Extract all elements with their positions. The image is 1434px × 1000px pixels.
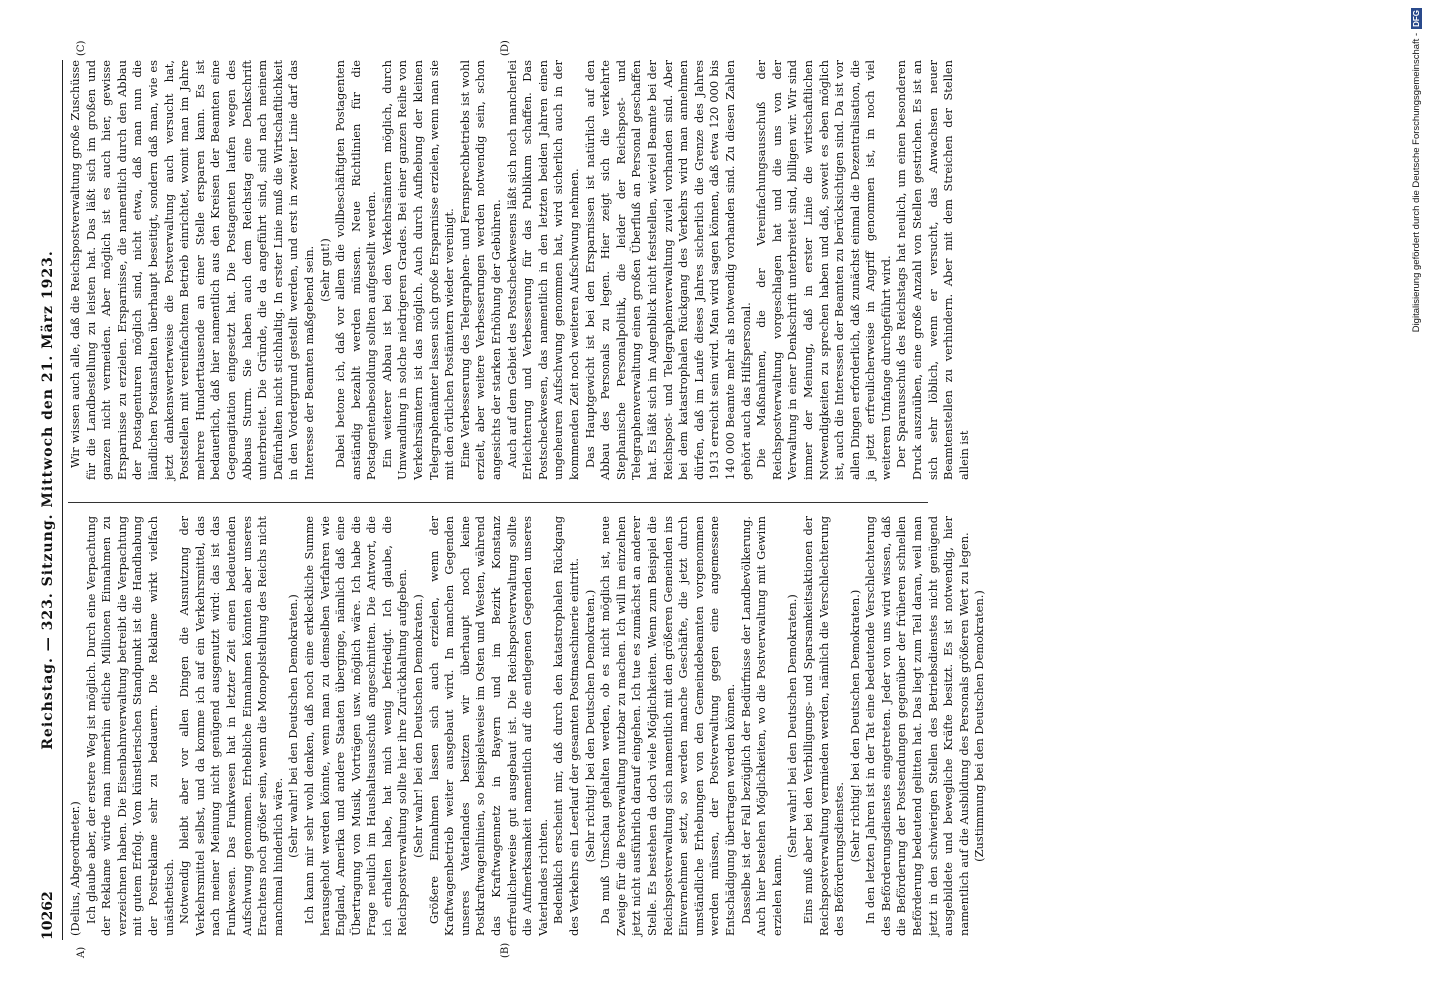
header-rule (62, 60, 63, 940)
column-divider (68, 502, 928, 503)
paragraph: (Zustimmung bei den Deutschen Demokraten.) (972, 590, 987, 862)
paragraph: Ich glaube aber, der erstere Weg ist möglich. Durch eine Verpachtung der Reklame würde man immerhin etliche Millionen Einnahmen zu verzeichnen haben. Die Eisenbahnverwaltung betreibt die Verpachtung mit gutem Erfolg. Vom künstlerischen Standpunkt ist die Handhabung der Postreklame sehr zu bedauern. Die Reklame wirkt vielfach unästhetisch. (83, 516, 176, 936)
paragraph: Eins muß aber bei den Verbilligungs- und Sparsamkeitsaktionen der Reichspostverwaltung vermieden werden, nämlich die Verschlechterung des Beförderungsdienstes. (800, 515, 847, 936)
paragraph: In den letzten Jahren ist in der Tat eine bedeutende Verschlechterung des Beförderungsdienstes eingetreten. Jeder von uns wird wissen, daß die Beförderung der Postsendungen gegenüber der früheren schnellen Beförderung bedeutend gelitten hat. Das liegt zum Teil daran, weil man jetzt in den schwierigen Stellen des Betriebsdienstes nicht genügend ausgebildete und bewegliche Kräfte besitzt. Es ist notwendig, hier namentlich auf die Ausbildung des Personals größeren Wert zu legen. (863, 516, 971, 936)
paragraph: Größere Einnahmen lassen sich auch erzielen, wenn der Kraftwagenbetrieb weiter ausgebaut wird. In manchen Gegenden unseres Vaterlandes besitzen wir überhaupt noch keine Postkraftwagenlinien, so beispielsweise im Osten und Westen, während das Kraftwagennetz in Bayern und im Bezirk Konstanz erfreulicherweise gut ausgebaut ist. Die Reichspostverwaltung sollte die Aufmerksamkeit namentlich auf die entlegenen Gegenden unseres Vaterlandes richten. (426, 516, 550, 936)
paragraph: Der Sparausschuß des Reichstags hat neulich, um einen besonderen Druck auszuüben, eine große Anzahl von Stellen gestrichen. Es ist an sich sehr löblich, wenn er versucht, das Anwachsen neuer Beamtenstellen zu verhindern. Aber mit dem Streichen der Stellen allein ist (894, 60, 971, 480)
paragraph: Dasselbe ist der Fall bezüglich der Bedürfnisse der Landbevölkerung. Auch hier bestehen Möglichkeiten, wo die Postverwaltung mit Gewinn erzielen kann. (738, 516, 784, 936)
paragraph: (Sehr richtig! bei den Deutschen Demokraten.) (847, 589, 862, 863)
dfg-logo: DFG (1412, 10, 1421, 27)
paragraph: Das Hauptgewicht ist bei den Ersparnissen ist natürlich auf den Abbau des Personals zu legen. Hier zeigt sich die verkehrte Stephanische Personalpolitik, die leider der Reichspost- und Telegraphenverwaltung einen großen Überfluß an Personal geschaffen hat. Es läßt sich im Augenblick nicht feststellen, wieviel Beamte bei der Reichspost- und Telegraphenverwaltung zuviel vorhanden sind. Aber bei dem katastrophalen Rückgang des Verkehrs wird man annehmen dürfen, daß im Laufe dieses Jahres sicherlich die Grenze des Jahres 1913 erreicht sein wird. Man wird sagen können, daß etwa 120 000 bis 140 000 Beamte mehr als notwendig vorhanden sind. Zu diesen Zahlen gehört auch das Hilfspersonal. (582, 60, 753, 480)
page-header (40, 60, 62, 940)
right-column (68, 60, 971, 480)
paragraph: Auch auf dem Gebiet des Postscheckwesens läßt sich noch mancherlei Erleichterung und Verbesserung für das Publikum schaffen. Das Postscheckwesen, das namentlich in den letzten beiden Jahren einen ungeheuren Aufschwung genommen hat, wird sicherlich auch in der kommenden Zeit noch weiteren Aufschwung nehmen. (504, 60, 581, 480)
paragraph: Bedenklich erscheint mir, daß durch den katastrophalen Rückgang des Verkehrs ein Leerlauf der gesamten Postmaschinerie eintritt. (551, 516, 581, 936)
margin-mark-c: (C) (76, 40, 87, 56)
paragraph: (Sehr wahr! bei den Deutschen Demokraten.) (286, 594, 301, 858)
left-column (68, 515, 987, 936)
paragraph: Notwendig bleibt aber vor allen Dingen die Ausnutzung der Verkehrsmittel selbst, und da komme ich auf ein Verkehrsmittel, das nach meiner Meinung nicht genügend ausgenutzt wird: das ist das Funkwesen. Das Funkwesen hat in letzter Zeit einen bedeutenden Aufschwung genommen. Erhebliche Einnahmen könnten aber unseres Erachtens noch größer sein, wenn die Monopolstellung des Reichs nicht manchmal hinderlich wäre. (177, 516, 285, 936)
paragraph: Die Maßnahmen, die der Vereinfachungsausschuß der Reichspostverwaltung vorgeschlagen hat und die uns von der Verwaltung in einer Denkschrift unterbreitet sind, billigen wir. Wir sind immer der Meinung, daß in erster Linie die wirtschaftlichen Notwendigkeiten zu sprechen haben und daß, soweit es eben möglich ist, auch die Interessen der Beamten zu berücksichtigen sind. Da ist vor allen Dingen erforderlich, daß zunächst einmal die Dezentralisation, die ja jetzt erfreulicherweise in Angriff genommen ist, in noch viel weiterem Umfange durchgeführt wird. (754, 60, 893, 480)
paragraph: (Sehr richtig! bei den Deutschen Demokraten.) (582, 589, 597, 863)
paragraph: Ich kann mir sehr wohl denken, daß noch eine erkleckliche Summe herausgeholt werden könnte, wenn man zu demselben Verfahren wie England, Amerika und andere Staaten überginge, nämlich daß eine Übertragung von Musik, Vorträgen usw. möglich wäre. Ich habe die Frage neulich im Haushaltsausschuß angeschnitten. Die Antwort, die ich erhalten habe, hat mich wenig befriedigt. Ich glaube, die Reichspostverwaltung sollte hier ihre Zurückhaltung aufgeben. (301, 516, 410, 936)
page-number: 10262 (40, 891, 56, 940)
paragraph: Da muß Umschau gehalten werden, ob es nicht möglich ist, neue Zweige für die Postverwaltung nutzbar zu machen. Ich will im einzelnen jetzt nicht ausführlich darauf eingehen. Ich tue es zumächst an anderer Stelle. Es bestehen da doch viele Möglichkeiten. Wenn zum Beispiel die Reichspostverwaltung sich namentlich mit den größeren Gemeinden ins Einvernehmen setzt, so werden manche Geschäfte, die jetzt durch umständliche Erhebungen von den Gemeindebeamten vorgenommen werden müssen, der Postverwaltung gegen eine angemessene Entschädigung übertragen werden können. (598, 516, 737, 936)
digitization-note (1407, 8, 1427, 992)
page-title: Reichstag. — 323. Sitzung. Mittwoch den 21. März 1923. (40, 250, 56, 750)
paragraph: (Sehr wahr! bei den Deutschen Demokraten.) (785, 594, 800, 858)
digitization-text: Digitalisierung gefördert durch die Deutsche Forschungsgemeinschaft - (1411, 32, 1422, 333)
margin-mark-a: A) (76, 946, 87, 958)
paragraph: Ein weiterer Abbau ist bei den Verkehrsämtern möglich, durch Umwandlung in solche niedrigeren Grades. Bei einer ganzen Reihe von Verkehrsämtern ist das möglich. Auch durch Aufhebung der kleinen Telegraphenämter lassen sich große Ersparnisse erzielen, wenn man sie mit den örtlichen Postämtern wieder vereinigt. (379, 60, 457, 480)
paragraph: Eine Verbesserung des Telegraphen- und Fernsprechbetriebs ist wohl erzielt, aber weitere Verbesserungen werden notwendig sein, schon angesichts der starken Erhöhung der Gebühren. (457, 60, 504, 480)
margin-mark-d: (D) (500, 40, 511, 56)
paragraph: Wir wissen auch alle, daß die Reichspostverwaltung große Zuschüsse für die Landbestellung zu leisten hat. Das läßt sich im großen und ganzen nicht vermeiden. Aber möglich ist es auch hier, gewisse Ersparnisse zu erzielen. Ersparnisse, die namentlich durch den Abbau der Postagenturen möglich sind, nicht etwa, daß man nun die ländlichen Postanstalten überhaupt beseitigt, sondern daß man, wie es jetzt dankenswerterweise die Postverwaltung auch versucht hat, Poststellen mit vereinfachtem Betrieb einrichtet, womit man im Jahre mehrere Hunderttausende an einer Stelle ersparen kann. Es ist bedauerlich, daß hier namentlich aus den Kreisen der Beamten eine Gegenagitation eingesetzt hat. Die Postagenten laufen wegen des Abbaus Sturm. Sie haben auch dem Reichstag eine Denkschrift unterbreitet. Die Gründe, die da angeführt sind, sind nach meinem Dafürhalten nicht stichhaltig. In erster Linie muß die Wirtschaftlichkeit in den Vordergrund gestellt werden, und erst in zweiter Linie darf das Interesse der Beamten maßgebend sein. (68, 60, 316, 480)
paragraph: (Sehr wahr! bei den Deutschen Demokraten.) (411, 594, 426, 858)
margin-mark-b: (B) (500, 942, 511, 958)
paragraph: (Delius, Abgeordneter.) (68, 801, 82, 936)
paragraph: Dabei betone ich, daß vor allem die vollbeschäftigten Postagenten anständig bezahlt werden müssen. Neue Richtlinien für die Postagentenbesoldung sollten aufgestellt werden. (333, 60, 379, 480)
paragraph: (Sehr gut!) (317, 238, 332, 302)
